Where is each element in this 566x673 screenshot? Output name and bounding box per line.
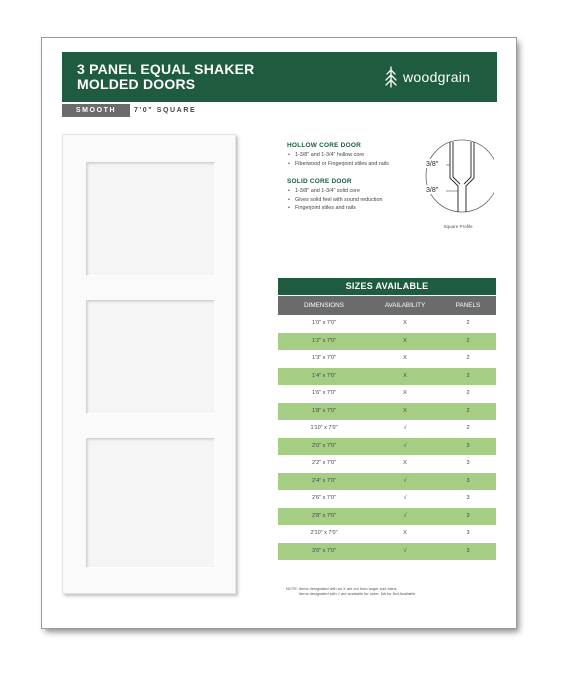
list-item: • 1-3/8" and 1-3/4" hollow core xyxy=(287,151,389,160)
dimension-cell: 2'4" x 7'0" xyxy=(311,477,337,484)
table-row xyxy=(278,525,496,543)
solid-core-section xyxy=(287,178,383,213)
dimension-cell: 2'2" x 7'0" xyxy=(311,460,337,466)
panels-cell: 2 xyxy=(466,390,470,396)
availability-cell: X xyxy=(403,407,407,414)
sizes-title: SIZES AVAILABLE xyxy=(278,278,496,295)
square-profile-diagram xyxy=(422,134,494,216)
solid-core-list xyxy=(287,187,383,213)
table-row xyxy=(278,473,496,491)
dimension-cell: 1'3" x 7'0" xyxy=(311,355,337,361)
dimension-cell: 2'10" x 7'0" xyxy=(310,530,338,536)
dimension-cell: 1'0" x 7'0" xyxy=(311,320,337,326)
footnote xyxy=(286,586,496,597)
col-availability-header: AVAILABILITY xyxy=(384,302,426,309)
door-panel-bottom xyxy=(86,438,215,568)
availability-cell: X xyxy=(403,372,407,379)
panels-cell: 3 xyxy=(466,477,470,484)
table-row xyxy=(278,315,496,333)
title-line-1: 3 PANEL EQUAL SHAKER xyxy=(77,61,255,77)
list-item: • Fingerjoint stiles and rails xyxy=(287,204,383,213)
panels-cell: 3 xyxy=(466,547,470,554)
dimension-cell: 2'0" x 7'0" xyxy=(311,442,337,449)
panels-cell: 3 xyxy=(466,460,470,466)
availability-cell: X xyxy=(403,530,407,536)
col-panels-header: PANELS xyxy=(455,302,481,309)
list-item: • Fiberwood or Fingerjoint stiles and rails xyxy=(287,160,389,169)
col-dimensions-header: DIMENSIONS xyxy=(304,302,344,309)
availability-cell: X xyxy=(403,320,407,326)
sizes-header-row xyxy=(278,296,496,315)
availability-cell: X xyxy=(403,460,407,466)
panels-cell: 3 xyxy=(466,495,470,501)
profile-caption: Square Profile xyxy=(443,224,473,229)
door-image xyxy=(62,134,236,594)
door-panel-top xyxy=(86,162,215,276)
dimension-cell: 1'10" x 7'0" xyxy=(310,425,338,431)
hollow-core-section xyxy=(287,142,389,168)
list-item: • Gives solid feel with sound reduction xyxy=(287,196,383,205)
dimension-cell: 2'6" x 7'0" xyxy=(311,495,337,501)
panels-cell: 2 xyxy=(466,355,470,361)
table-row xyxy=(278,385,496,403)
table-row xyxy=(278,420,496,438)
table-row xyxy=(278,403,496,421)
availability-cell: √ xyxy=(403,477,407,484)
footnote-line-1: NOTE: Items designated with an X are cut from larger size skins. xyxy=(286,586,398,591)
list-item: • 1-3/8" and 1-3/4" solid core xyxy=(287,187,383,196)
dimension-cell: 1'8" x 7'0" xyxy=(311,407,337,414)
panels-cell: 2 xyxy=(466,425,470,431)
header-banner xyxy=(62,52,497,102)
profile-dim-top: 3/8" xyxy=(426,161,439,168)
availability-cell: X xyxy=(403,390,407,396)
title-line-2: MOLDED DOORS xyxy=(77,76,196,92)
panels-cell: 3 xyxy=(466,442,470,449)
hollow-core-heading: HOLLOW CORE DOOR xyxy=(287,142,361,149)
availability-cell: √ xyxy=(403,425,407,431)
spec-sheet xyxy=(42,38,516,628)
panels-cell: 3 xyxy=(466,530,470,536)
page-title xyxy=(77,62,254,92)
sizes-body xyxy=(278,315,496,560)
dimension-cell: 1'2" x 7'0" xyxy=(311,337,337,344)
door-panel-middle xyxy=(86,300,215,414)
solid-core-heading: SOLID CORE DOOR xyxy=(287,178,352,185)
panels-cell: 3 xyxy=(466,512,470,519)
dimension-cell: 1'4" x 7'0" xyxy=(311,372,337,379)
brand-logo xyxy=(384,64,470,90)
hollow-core-list xyxy=(287,151,389,168)
availability-cell: X xyxy=(403,355,407,361)
footnote-line-2: Items designated with √ are available for order. NA for Not Available xyxy=(299,591,416,597)
availability-cell: √ xyxy=(403,442,407,449)
availability-cell: √ xyxy=(403,547,407,554)
table-row xyxy=(278,455,496,473)
panels-cell: 2 xyxy=(466,320,470,326)
brand-name: woodgrain xyxy=(403,69,471,85)
availability-cell: X xyxy=(403,337,407,344)
sizes-table xyxy=(278,278,496,560)
panels-cell: 2 xyxy=(466,337,470,344)
finish-label: SMOOTH xyxy=(62,104,130,117)
panels-cell: 2 xyxy=(466,407,470,414)
table-row xyxy=(278,543,496,561)
tree-icon xyxy=(384,65,398,89)
table-row xyxy=(278,438,496,456)
availability-cell: √ xyxy=(403,495,407,501)
table-row xyxy=(278,490,496,508)
panels-cell: 2 xyxy=(466,372,470,379)
table-row xyxy=(278,508,496,526)
dimension-cell: 1'6" x 7'0" xyxy=(311,390,337,396)
profile-dim-bottom: 3/8" xyxy=(426,187,439,194)
table-row xyxy=(278,350,496,368)
table-row xyxy=(278,333,496,351)
height-label: 7'0" SQUARE xyxy=(134,107,197,114)
table-row xyxy=(278,368,496,386)
availability-cell: √ xyxy=(403,512,407,519)
dimension-cell: 2'8" x 7'0" xyxy=(311,512,337,519)
dimension-cell: 3'0" x 7'0" xyxy=(311,547,337,554)
